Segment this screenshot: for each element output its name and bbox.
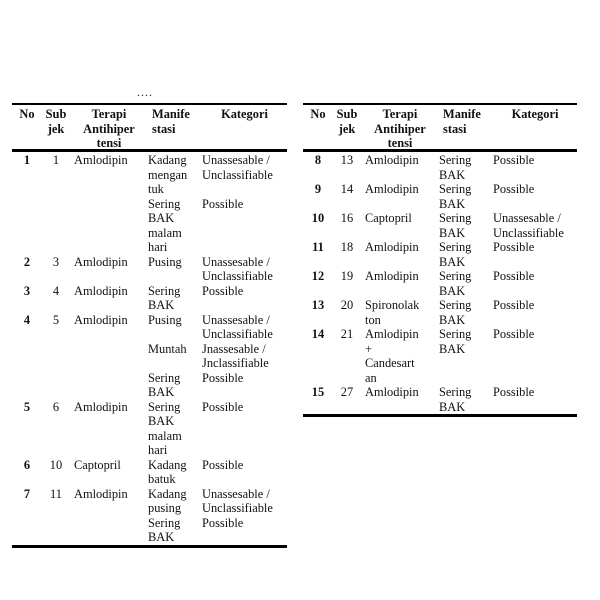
cell-no: 13 [311,298,325,312]
header-subjek [333,107,361,148]
cell-manifestasi [439,211,493,240]
cell-manifestasi-line: BAK [439,254,466,269]
cell-kategori-line: Possible [202,196,244,211]
header-terapi-line: Terapi [382,107,418,121]
cell-entries [148,255,287,284]
header-terapi-line: Antihiper [83,121,135,136]
cell-manifestasi-line: BAK [439,196,466,211]
cell-manifestasi-line: BAK [439,341,466,356]
cell-kategori [202,516,287,545]
entry-row [148,284,287,313]
cell-kategori-line: Jnassesable / [202,341,266,356]
cell-manifestasi [148,313,202,342]
cell-terapi [70,400,148,458]
table-row [12,400,287,458]
cell-terapi-line: Amlodipin [74,254,128,269]
cell-subjek: 16 [340,211,354,225]
cell-kategori [202,400,287,458]
entry-row [148,255,287,284]
cell-terapi [361,269,439,298]
cell-terapi [361,153,439,182]
cell-no: 11 [312,240,324,254]
cell-terapi-line: an [365,370,377,385]
cell-manifestasi [439,240,493,269]
cell-entries [439,153,577,182]
table-row [303,240,577,269]
header-manifestasi-line: Manife [443,107,481,121]
cell-subjek: 4 [52,283,60,298]
table-row [12,153,287,255]
header-manifestasi [439,107,493,148]
entry-row [148,371,287,400]
cell-kategori-line: Possible [493,153,535,167]
cell-subjek: 27 [340,385,354,399]
cell-kategori [202,197,287,255]
cell-kategori-line: Possible [493,269,535,283]
entry-row [439,327,577,356]
table-row [303,211,577,240]
cell-manifestasi-line: BAK [439,167,466,182]
cell-terapi [70,153,148,255]
cell-terapi-line: Spironolak [365,298,420,312]
header-manifestasi-line: stasi [443,121,467,136]
cell-manifestasi-line: BAK [439,312,466,327]
cell-terapi-line: Amlodipin [74,399,128,414]
cell-kategori [202,255,287,284]
cell-terapi-line: Captopril [365,211,412,225]
cell-kategori-line: Unclassifiable [202,269,273,283]
entry-row [439,182,577,211]
cell-kategori-line: Unassesable / [202,254,270,269]
cell-manifestasi-line: Sering [148,283,181,298]
cell-kategori [202,487,287,516]
table-right [303,103,577,417]
table-row [303,153,577,182]
cell-manifestasi-line: BAK [148,414,175,428]
cell-subjek: 19 [340,269,354,283]
cell-terapi-line: + [365,341,372,356]
cell-manifestasi-line: Sering [439,153,472,167]
cell-terapi [70,313,148,400]
cell-terapi-line: Captopril [74,457,121,472]
table-bottom-rule [303,414,577,417]
cell-no: 1 [23,153,31,167]
cell-manifestasi-line: BAK [148,530,175,544]
entry-row [148,487,287,516]
cell-kategori-line: Possible [202,283,244,298]
entry-row [148,516,287,545]
table-bottom-rule [12,545,287,548]
cell-manifestasi [148,458,202,487]
cell-entries [439,298,577,327]
table-row [12,487,287,545]
cell-entries [439,269,577,298]
cell-terapi-line: Amlodipin [74,283,128,298]
table-row [303,182,577,211]
cell-manifestasi [148,284,202,313]
cell-kategori-line: Possible [493,298,535,312]
cell-manifestasi-line: Kadang [148,457,187,472]
cell-terapi-line: Amlodipin [74,486,128,501]
entry-row [148,400,287,458]
cell-no: 3 [23,283,31,298]
header-no: No [310,107,326,121]
cell-subjek: 1 [52,153,60,167]
header-manifestasi-line: stasi [152,121,176,136]
cell-terapi [70,487,148,545]
cell-terapi [361,327,439,385]
cell-entries [439,327,577,385]
cell-manifestasi [439,298,493,327]
cell-manifestasi-line [148,269,202,284]
cell-kategori [493,182,577,211]
table-body [303,152,577,414]
cell-manifestasi-line: BAK [439,283,466,298]
header-terapi [70,107,148,148]
cell-terapi-line: Amlodipin [365,153,419,167]
cell-subjek: 11 [50,486,62,501]
cell-entries [439,240,577,269]
cell-kategori [493,153,577,182]
cell-kategori [493,298,577,327]
cell-no: 4 [23,312,31,327]
cell-entries [148,458,287,487]
cell-manifestasi-line: malam [148,428,182,443]
entry-row [439,269,577,298]
cell-kategori [202,371,287,400]
cell-kategori [202,313,287,342]
cell-terapi [361,298,439,327]
cell-manifestasi-line [148,356,202,371]
cell-manifestasi-line: batuk [148,472,176,486]
header-manifestasi [148,107,202,148]
cell-kategori-line: Unclassifiable [493,225,564,240]
cell-manifestasi-line: BAK [148,211,175,225]
cell-manifestasi [439,327,493,356]
cell-terapi-line: Amlodipin [74,153,128,167]
cell-kategori [493,385,577,414]
cell-kategori [493,211,577,240]
cell-no: 5 [23,399,31,414]
cell-no: 6 [23,457,31,472]
cell-terapi [70,284,148,313]
cell-manifestasi-line: Sering [439,182,472,196]
cell-manifestasi [439,153,493,182]
cell-kategori-line: Unclassifiable [202,167,273,182]
entry-row [148,342,287,371]
entry-row [439,211,577,240]
cell-manifestasi-line: Sering [439,385,472,399]
entry-row [439,385,577,414]
cell-entries [439,182,577,211]
cell-subjek: 13 [340,153,354,167]
table-header [12,105,287,148]
cell-entries [148,313,287,400]
cell-subjek: 3 [52,254,60,269]
cell-kategori-line: Unassesable / [202,486,270,501]
cell-kategori-line: Unassesable / [493,211,561,225]
cell-kategori [493,269,577,298]
cell-no: 14 [311,327,325,341]
cell-manifestasi-line: hari [148,240,168,254]
cell-terapi [361,385,439,414]
cell-no: 2 [23,254,31,269]
cell-manifestasi-line: Muntah [148,341,187,356]
cell-manifestasi [148,342,202,371]
cell-subjek: 14 [340,182,354,196]
table-left [12,103,287,548]
entry-row [148,197,287,255]
cell-no: 9 [314,182,322,196]
cell-manifestasi-line: Sering [148,370,181,385]
cell-terapi-line: Amlodipin [365,385,419,399]
cell-manifestasi [148,516,202,545]
cell-entries [148,400,287,458]
table-row [303,269,577,298]
header-subjek [42,107,70,148]
cell-kategori-line: Possible [202,457,244,472]
cell-manifestasi [148,487,202,516]
header-manifestasi-line: Manife [152,107,190,121]
cell-manifestasi-line: pusing [148,501,182,515]
cell-kategori-line: Possible [202,515,244,530]
cell-terapi-line: Amlodipin [365,327,419,341]
cell-manifestasi-line: BAK [148,385,175,399]
cell-kategori-line: Possible [202,399,244,414]
cell-terapi [70,458,148,487]
header-subjek-line: jek [47,121,65,136]
table-body [12,152,287,545]
cell-kategori-line: Possible [493,327,535,341]
header-no: No [19,107,35,121]
cell-kategori-line: Unassesable / [202,312,270,327]
cell-subjek: 20 [340,298,354,312]
cell-entries [439,385,577,414]
cell-no: 7 [23,486,31,501]
cell-kategori-line: Unclassifiable [202,327,273,341]
entry-row [439,153,577,182]
cell-manifestasi [148,197,202,255]
header-subjek-line: Sub [336,107,358,121]
cell-manifestasi-line: tuk [148,182,164,196]
cell-manifestasi-line: BAK [148,298,175,312]
cropped-caption-fragment [137,85,159,99]
cell-manifestasi [439,269,493,298]
cell-terapi [361,211,439,240]
cell-manifestasi-line: Sering [439,211,472,225]
cell-manifestasi-line: BAK [439,399,466,414]
entry-row [439,298,577,327]
cell-subjek: 18 [340,240,354,254]
cell-subjek: 21 [340,327,354,341]
cell-manifestasi-line: Sering [148,515,181,530]
cell-manifestasi-line [148,327,202,342]
cell-manifestasi-line: BAK [439,225,466,240]
cell-entries [439,211,577,240]
table-header [303,105,577,148]
entry-row [439,240,577,269]
cell-kategori [202,342,287,371]
table-row [12,284,287,313]
cell-manifestasi [148,400,202,458]
header-terapi-line: Terapi [91,107,127,121]
cell-manifestasi-line: Sering [148,196,181,211]
cell-kategori [202,284,287,313]
cell-kategori-line: Unassesable / [202,153,270,167]
cell-kategori-line: Jnclassifiable [202,356,269,370]
cell-manifestasi-line: malam [148,225,182,240]
cell-terapi-line: Amlodipin [365,182,419,196]
cell-kategori [493,240,577,269]
cell-terapi-line: ton [365,312,381,327]
header-kategori: Kategori [511,107,559,121]
cell-manifestasi-line: hari [148,443,168,457]
table-row [12,255,287,284]
cell-manifestasi [439,182,493,211]
cell-kategori [202,153,287,197]
cell-kategori-line: Unclassifiable [202,501,273,515]
cell-subjek: 6 [52,399,60,414]
cell-manifestasi-line: Sering [148,399,181,414]
cell-no: 8 [314,153,322,167]
cell-entries [148,284,287,313]
cell-manifestasi [439,385,493,414]
entry-row [148,313,287,342]
cell-entries [148,487,287,545]
cell-manifestasi [148,371,202,400]
cell-kategori-line: Possible [493,182,535,196]
cell-kategori-line: Possible [493,385,535,399]
header-terapi-line: Antihiper [374,121,426,136]
cell-subjek: 5 [52,312,60,327]
cell-manifestasi-line: Kadang [148,153,187,167]
table-row [12,458,287,487]
cell-terapi-line: Candesart [365,356,415,370]
cell-terapi-line: Amlodipin [74,312,128,327]
header-terapi-line: tensi [96,136,122,150]
cell-kategori-line: Possible [202,370,244,385]
cell-manifestasi-line: Sering [439,298,472,312]
cell-no: 10 [311,211,325,225]
entry-row [148,153,287,197]
cell-manifestasi-line: Pusing [148,312,182,327]
entry-row [148,458,287,487]
cell-manifestasi-line: Sering [439,240,472,254]
cell-manifestasi-line: Sering [439,327,472,341]
cell-manifestasi [148,255,202,284]
cell-entries [148,153,287,255]
cell-no: 15 [311,385,325,399]
cell-manifestasi-line: mengan [148,167,188,182]
table-row [303,327,577,385]
cell-manifestasi-line: Kadang [148,486,187,501]
header-subjek-line: Sub [45,107,67,121]
fragment-text: .... [137,85,153,99]
cell-kategori [493,327,577,356]
cell-terapi [70,255,148,284]
cell-manifestasi-line: Sering [439,269,472,283]
table-row [303,385,577,414]
cell-no: 12 [311,269,325,283]
cell-subjek: 10 [49,457,63,472]
header-subjek-line: jek [338,121,356,136]
header-terapi-line: tensi [387,136,413,150]
cell-terapi [361,240,439,269]
cell-terapi-line: Amlodipin [365,240,419,254]
header-terapi [361,107,439,148]
table-row [303,298,577,327]
table-row [12,313,287,400]
cell-manifestasi [148,153,202,197]
cell-manifestasi-line: Pusing [148,254,182,269]
cell-kategori-line: Possible [493,240,535,254]
cell-terapi [361,182,439,211]
cell-terapi-line: Amlodipin [365,269,419,283]
cell-kategori [202,458,287,487]
header-kategori: Kategori [221,107,268,121]
